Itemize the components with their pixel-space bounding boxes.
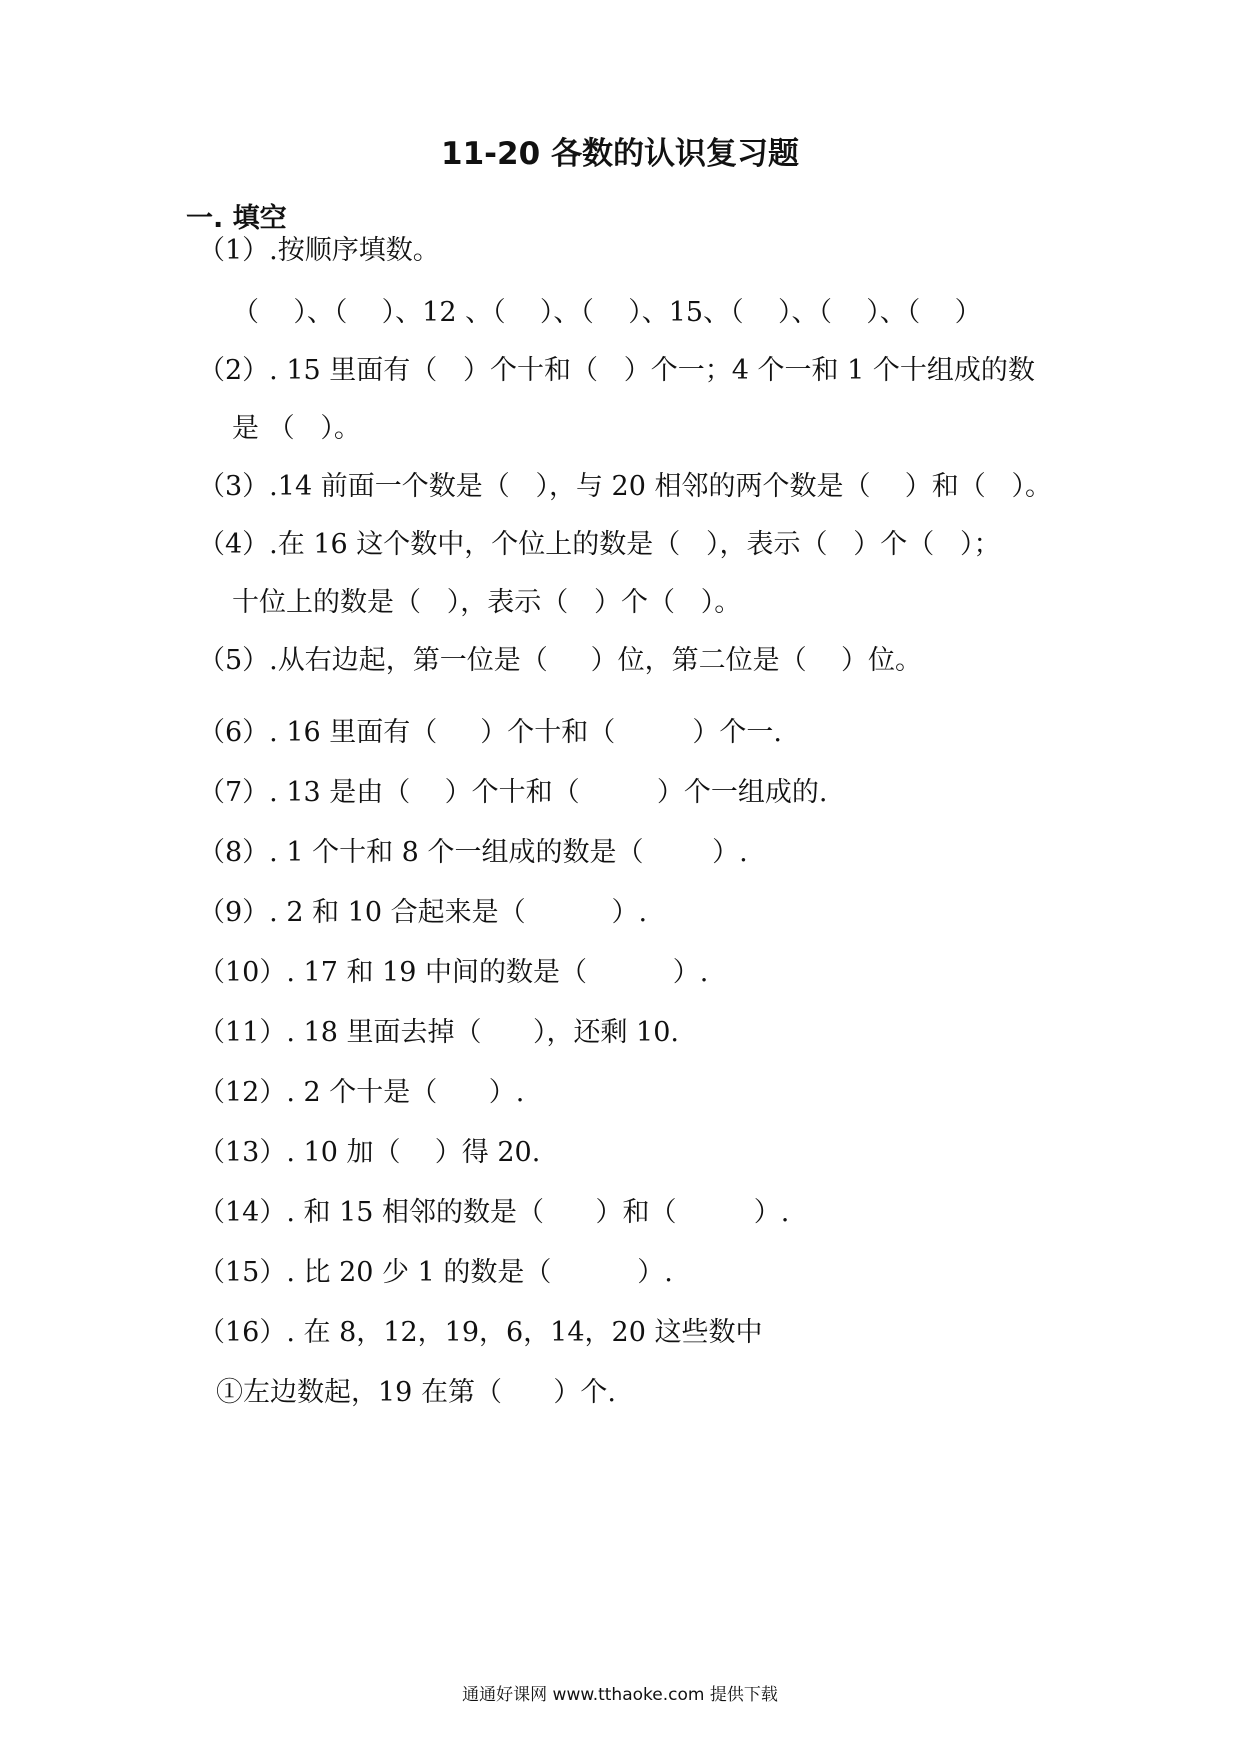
question-11: （11）. 18 里面去掉（ ），还剩 10. bbox=[198, 1017, 679, 1048]
question-13: （13）. 10 加（ ）得 20. bbox=[198, 1137, 541, 1168]
question-10: （10）. 17 和 19 中间的数是（ ）. bbox=[198, 957, 709, 988]
question-4-continued: 十位上的数是（ ），表示（ ）个（ ）。 bbox=[232, 587, 742, 618]
question-8: （8）. 1 个十和 8 个一组成的数是（ ）. bbox=[198, 837, 748, 868]
question-2: （2）. 15 里面有（ ）个十和（ ）个一；4 个一和 1 个十组成的数 bbox=[198, 355, 1035, 386]
question-3: （3）.14 前面一个数是（ ），与 20 相邻的两个数是（ ）和（ ）。 bbox=[198, 471, 1053, 502]
question-1: （1）.按顺序填数。 bbox=[198, 235, 440, 266]
question-14: （14）. 和 15 相邻的数是（ ）和（ ）. bbox=[198, 1197, 790, 1228]
section-heading-fill-in: 一. 填空 bbox=[186, 203, 287, 234]
page-title: 11-20 各数的认识复习题 bbox=[441, 136, 799, 172]
question-2-continued: 是 （ ）。 bbox=[232, 413, 361, 444]
question-1-sequence: （ ）、（ ）、12 、（ ）、（ ）、15、（ ）、（ ）、（ ） bbox=[232, 297, 982, 328]
question-15: （15）. 比 20 少 1 的数是（ ）. bbox=[198, 1257, 673, 1288]
question-16-part-1: ①左边数起，19 在第（ ）个. bbox=[216, 1377, 617, 1408]
question-12: （12）. 2 个十是（ ）. bbox=[198, 1077, 525, 1108]
question-7: （7）. 13 是由（ ）个十和（ ）个一组成的. bbox=[198, 777, 828, 808]
question-5: （5）.从右边起，第一位是（ ）位，第二位是（ ）位。 bbox=[198, 645, 923, 676]
question-16: （16）. 在 8，12，19，6，14，20 这些数中 bbox=[198, 1317, 763, 1348]
footer-credit: 通通好课网 www.tthaoke.com 提供下载 bbox=[462, 1685, 778, 1705]
question-9: （9）. 2 和 10 合起来是（ ）. bbox=[198, 897, 648, 928]
question-4: （4）.在 16 这个数中，个位上的数是（ ），表示（ ）个（ ）； bbox=[198, 529, 1001, 560]
question-6: （6）. 16 里面有（ ）个十和（ ）个一. bbox=[198, 717, 783, 748]
